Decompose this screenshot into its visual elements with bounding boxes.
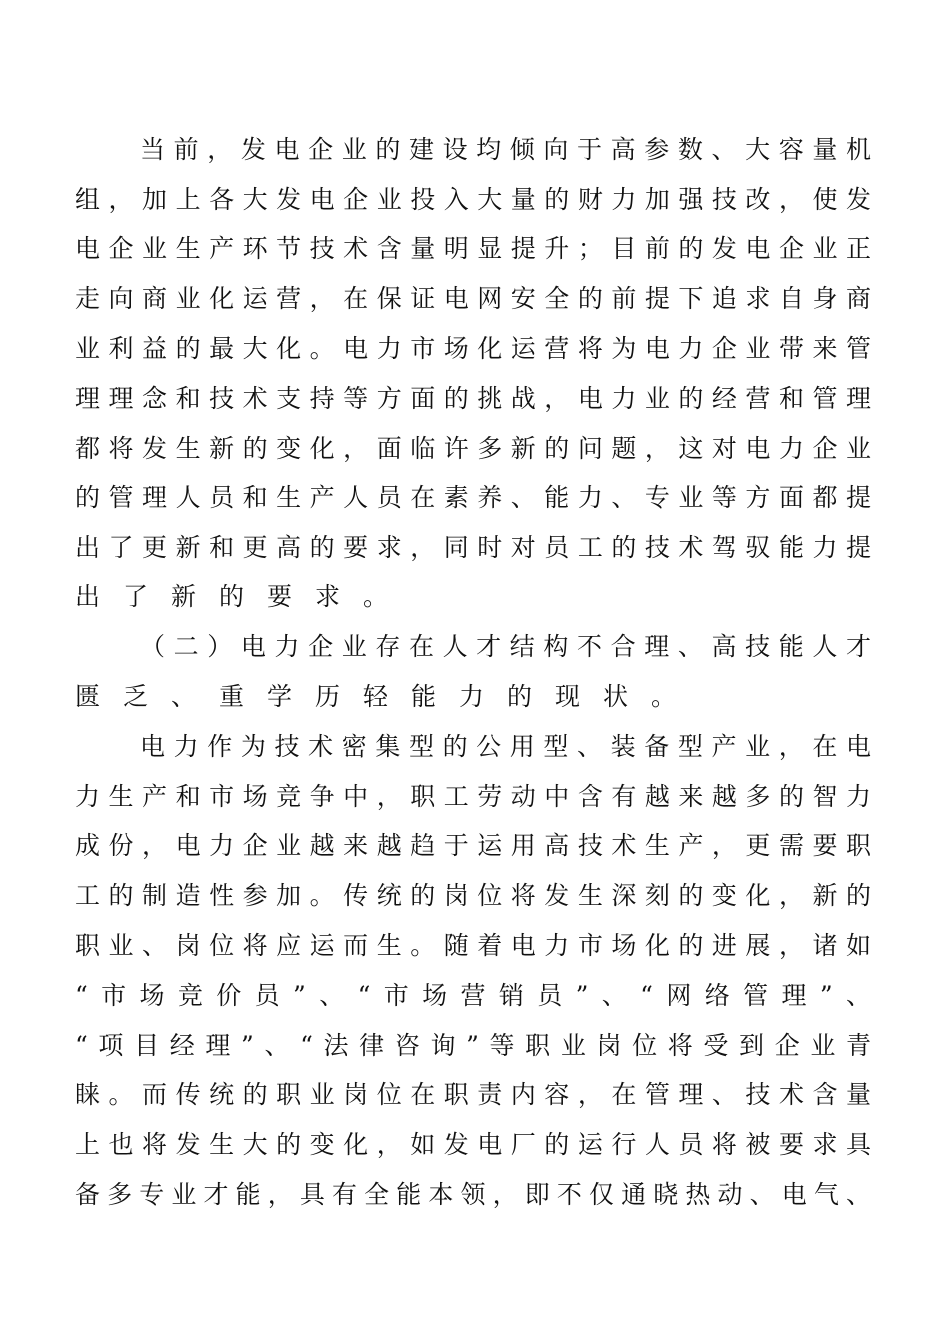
- text-line: 的管理人员和生产人员在素养、能力、专业等方面都提: [75, 483, 871, 512]
- text-line: 睐。而传统的职业岗位在职责内容，在管理、技术含量: [75, 1080, 871, 1109]
- text-line: 组，加上各大发电企业投入大量的财力加强技改，使发: [75, 185, 871, 214]
- text-line: 备多专业才能，具有全能本领，即不仅通晓热动、电气、: [75, 1180, 871, 1209]
- text-line: 成份，电力企业越来越趋于运用高技术生产，更需要职: [75, 831, 871, 860]
- text-line: 上也将发生大的变化，如发电厂的运行人员将被要求具: [75, 1130, 871, 1159]
- text-line: 匮乏、重学历轻能力的现状。: [75, 682, 700, 711]
- text-line: 电企业生产环节技术含量明显提升；目前的发电企业正: [75, 234, 871, 263]
- text-line: “项目经理”、“法律咨询”等职业岗位将受到企业青: [75, 1031, 871, 1060]
- text-line: 出了新的要求。: [75, 582, 412, 611]
- text-line: 电力作为技术密集型的公用型、装备型产业，在电: [140, 732, 871, 761]
- text-line: 业利益的最大化。电力市场化运营将为电力企业带来管: [75, 334, 871, 363]
- text-line: 走向商业化运营，在保证电网安全的前提下追求自身商: [75, 284, 871, 313]
- text-line: 理理念和技术支持等方面的挑战，电力业的经营和管理: [75, 384, 871, 413]
- text-line: 都将发生新的变化，面临许多新的问题，这对电力企业: [75, 434, 871, 463]
- text-line: “市场竞价员”、“市场营销员”、“网络管理”、: [75, 981, 871, 1010]
- text-line: 出了更新和更高的要求，同时对员工的技术驾驭能力提: [75, 533, 871, 562]
- text-line: 工的制造性参加。传统的岗位将发生深刻的变化，新的: [75, 881, 871, 910]
- text-line: （二）电力企业存在人才结构不合理、高技能人才: [140, 632, 871, 661]
- text-line: 职业、岗位将应运而生。随着电力市场化的进展，诸如: [75, 931, 871, 960]
- text-line: 力生产和市场竞争中，职工劳动中含有越来越多的智力: [75, 782, 871, 811]
- text-line: 当前，发电企业的建设均倾向于高参数、大容量机: [140, 135, 871, 164]
